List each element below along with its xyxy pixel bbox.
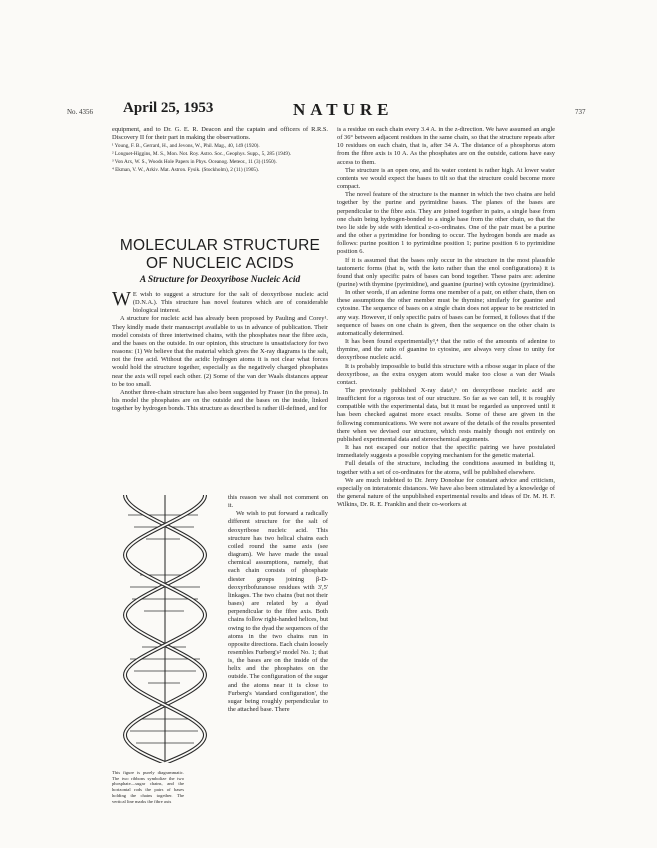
body-paragraph: If it is assumed that the bases only occur in the structure in the most plausible tautomeric forms (that is, with the keto rather than the enol configurations) it is found that only specific pairs of bases can bond together. These pairs are: adenine (purine) with thymine (pyrimidine), and guanine (purine) with cytosine (pyrimidine).: [337, 256, 555, 288]
article-subtitle: A Structure for Deoxyribose Nucleic Acid: [139, 275, 301, 285]
body-paragraph: We wish to put forward a radically different structure for the salt of deoxyribose nucleic acid. This structure has two helical chains each coiled round the same axis (see diagram). We have made the usual chemical assumptions, namely, that each chain consists of phosphate diester groups joining β-D-deoxyribofuranose residues with 3',5' linkages. The two chains (but not their bases) are related by a dyad perpendicular to the fibre axis. Both chains follow right-handed helices, but owing to the dyad the sequences of the atoms in the two chains run in opposite directions. Each chain loosely resembles Furberg's² model No. 1; that is, the bases are on the inside of the helix and the phosphates on the outside. The configuration of the sugar and the atoms near it is close to Furberg's 'standard configuration', the sugar being roughly perpendicular to the attached base. There: [228, 510, 328, 714]
reference-item: ³ Von Arx, W. S., Woods Hole Papers in Phys. Oceanog. Meteor., 11 (3) (1950).: [112, 159, 277, 166]
journal-masthead: NATURE: [293, 100, 394, 119]
body-paragraph: Full details of the structure, including the conditions assumed in building it, together with a set of co-ordinates for the atoms, will be published elsewhere.: [337, 460, 555, 476]
drop-cap: W: [112, 288, 131, 310]
body-paragraph: The structure is an open one, and its water content is rather high. At lower water contents we would expect the bases to tilt so that the structure could become more compact.: [337, 166, 555, 191]
body-paragraph: In other words, if an adenine forms one member of a pair, on either chain, then on these assumptions the other member must be thymine; similarly for guanine and cytosine. The sequence of bases on a single chain does not appear to be restricted in any way. However, if only specific pairs of bases can be formed, it follows that if the sequence of bases on one chain is given, then the sequence on the other chain is automatically determined.: [337, 289, 555, 337]
body-paragraph: The previously published X-ray data⁵,⁶ on deoxyribose nucleic acid are insufficient for a rigorous test of our structure. So far as we can tell, it is roughly compatible with the experimental data, but it must be regarded as unproved until it has been checked against more exact results. Some of these are given in the following communications. We were not aware of the details of the results presented there when we devised our structure, which rests mainly though not entirely on published experimental data and stereochemical arguments.: [337, 387, 555, 443]
reference-item: ¹ Young, F. B., Gerrard, H., and Jevons, W., Phil. Mag., 40, 149 (1920).: [112, 143, 260, 150]
article-title: MOLECULAR STRUCTURE OF NUCLEIC ACIDS: [119, 237, 321, 272]
figure-side-lead: this reason we shall not comment on it.: [228, 494, 328, 510]
intro-text: E wish to suggest a structure for the salt of deoxyribose nucleic acid (D.N.A.). This structure has novel features which are of considerable biological interest.: [132, 291, 328, 315]
page-number: 737: [575, 108, 586, 116]
previous-article-ending: [112, 126, 328, 174]
body-paragraph: It has not escaped our notice that the specific pairing we have postulated immediately suggests a possible copying mechanism for the genetic material.: [337, 444, 555, 460]
reference-item: ⁴ Ekman, V. W., Arkiv. Mat. Astron. Fysik. (Stockholm), 2 (11) (1905).: [112, 167, 260, 174]
figure-caption: This figure is purely diagrammatic. The two ribbons symbolize the two phosphate—sugar chains, and the horizontal rods the pairs of bases holding the chains together. The vertical line marks the fibre axis: [112, 770, 184, 804]
closing-paragraph: equipment, and to Dr. G. E. R. Deacon and the captain and officers of R.R.S. Discovery II for their part in making the observations.: [112, 126, 328, 142]
body-paragraph: is a residue on each chain every 3.4 A. in the z-direction. We have assumed an angle of 36° between adjacent residues in the same chain, so that the structure repeats after 10 residues on each chain, that is, after 34 A. The distance of a phosphorus atom from the fibre axis is 10 A. As the phosphates are on the outside, cations have easy access to them.: [337, 126, 555, 166]
right-column-text: [337, 126, 555, 509]
left-column-text: [112, 288, 328, 413]
reference-item: ² Longuet-Higgins, M. S., Mon. Not. Roy. Astro. Soc., Geophys. Supp., 5, 285 (1949).: [112, 151, 292, 158]
body-paragraph: We are much indebted to Dr. Jerry Donohue for constant advice and criticism, especially on interatomic distances. We have also been stimulated by a knowledge of the general nature of the unpublished experimental results and ideas of Dr. M. H. F. Wilkins, Dr. R. E. Franklin and their co-workers at: [337, 476, 555, 509]
body-paragraph: A structure for nucleic acid has already been proposed by Pauling and Corey¹. They kindly made their manuscript available to us in advance of publication. Their model consists of three intertwined chains, with the phosphates near the fibre axis, and the bases on the outside. In our opinion, this structure is unsatisfactory for two reasons: (1) We believe that the material which gives the X-ray diagrams is the salt, not the free acid. Without the acidic hydrogen atoms it is not clear what forces would hold the structure together, especially as the negatively charged phosphates near the axis will repel each other. (2) Some of the van der Waals distances appear to be too small.: [112, 315, 328, 388]
text-beside-figure: [228, 494, 328, 714]
body-paragraph: It has been found experimentally³,⁴ that the ratio of the amounts of adenine to thymine, and the ratio of guanine to cytosine, are always very close to unity for deoxyribose nucleic acid.: [337, 338, 555, 362]
body-paragraph: Another three-chain structure has also been suggested by Fraser (in the press). In his model the phosphates are on the outside and the bases on the inside, linked together by hydrogen bonds. This structure as described is rather ill-defined, and for: [112, 388, 328, 413]
body-paragraph: It is probably impossible to build this structure with a ribose sugar in place of the deoxyribose, as the extra oxygen atom would make too close a van der Waals contact.: [337, 362, 555, 386]
body-paragraph: The novel feature of the structure is the manner in which the two chains are held together by the purine and pyrimidine bases. The planes of the bases are perpendicular to the fibre axis. They are joined together in pairs, a single base from one chain being hydrogen-bonded to a single base from the other chain, so that the two lie side by side with identical z-co-ordinates. One of the pair must be a purine and the other a pyrimidine for bonding to occur. The hydrogen bonds are made as follows: purine position 1 to pyrimidine position 1; purine position 6 to pyrimidine position 6.: [337, 191, 555, 256]
double-helix-figure: [110, 495, 222, 763]
issue-number: No. 4356: [67, 108, 94, 116]
intro-paragraph: [112, 288, 328, 315]
issue-date: April 25, 1953: [123, 100, 214, 116]
